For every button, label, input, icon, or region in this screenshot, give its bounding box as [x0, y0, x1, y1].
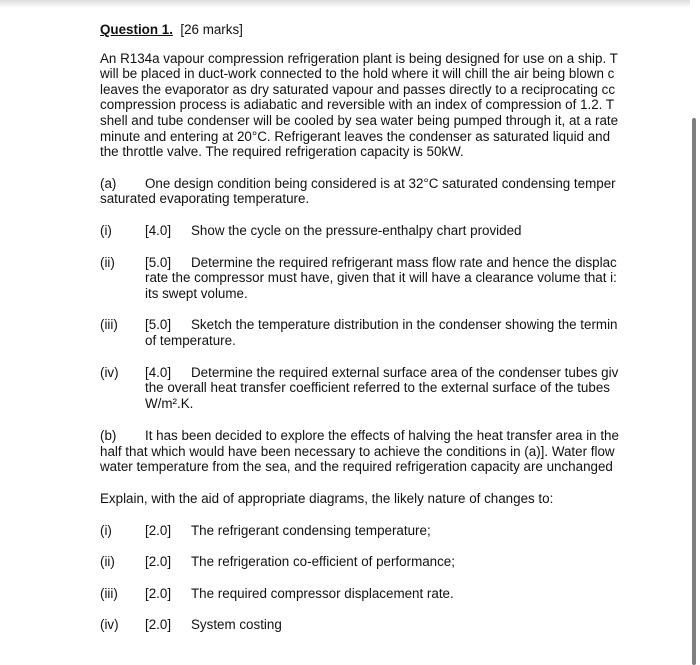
item-text: Sketch the temperature distribution in the condenser showing the termin: [191, 317, 618, 333]
item-number: (iii): [100, 585, 118, 601]
part-a-item-iii: [100, 317, 630, 333]
item-marks: [5.0]: [145, 317, 172, 333]
part-b-item-ii: [100, 554, 630, 570]
item-text: of temperature.: [145, 332, 236, 348]
part-b-item-iii: [100, 586, 630, 602]
item-marks: [4.0]: [145, 364, 172, 380]
intro-line: the throttle valve. The required refrigeration capacity is 50kW.: [100, 144, 464, 160]
part-b-line: water temperature from the sea, and the required refrigeration capacity are unchanged: [100, 459, 613, 475]
item-text: the overall heat transfer coefficient referred to the external surface of the tubes: [145, 380, 610, 396]
part-a-item-ii: [100, 255, 630, 271]
item-text: Determine the required external surface area of the condenser tubes giv: [191, 364, 619, 380]
item-marks: [4.0]: [145, 222, 172, 238]
question-label: Question 1.: [100, 22, 173, 37]
part-b-line: It has been decided to explore the effects of halving the heat transfer area in the: [145, 428, 619, 444]
question-content: [100, 22, 630, 633]
item-number: (iv): [100, 364, 119, 380]
item-text: The required compressor displacement rate.: [191, 585, 454, 601]
item-number: (iv): [100, 617, 119, 633]
part-a-item-i: [100, 223, 630, 239]
item-text: System costing: [191, 617, 282, 633]
part-a-item-iv: [100, 365, 630, 381]
intro-line: shell and tube condenser will be cooled by sea water being pumped through it, at a rate: [100, 112, 619, 128]
question-heading: [100, 22, 630, 38]
explain-instruction: Explain, with the aid of appropriate diagrams, the likely nature of changes to:: [100, 491, 554, 507]
item-marks: [2.0]: [145, 522, 172, 538]
item-marks: [2.0]: [145, 617, 172, 633]
item-text: rate the compressor must have, given that it will have a clearance volume that i:: [145, 270, 617, 286]
intro-line: An R134a vapour compression refrigeration plant is being designed for use on a ship. T: [100, 50, 618, 66]
item-number: (i): [100, 222, 112, 238]
item-number: (iii): [100, 317, 118, 333]
part-a-line: One design condition being considered is at 32°C saturated condensing temper: [145, 175, 616, 191]
item-text: The refrigeration co-efficient of performance;: [191, 554, 455, 570]
item-number: (i): [100, 522, 112, 538]
item-text: Show the cycle on the pressure-enthalpy chart provided: [191, 222, 522, 238]
scrollbar-thumb[interactable]: [692, 118, 696, 665]
item-text: W/m².K.: [145, 395, 194, 411]
intro-paragraph: [100, 51, 630, 160]
item-number: (ii): [100, 554, 115, 570]
top-edge-shadow: [0, 0, 700, 8]
part-a-statement: [100, 176, 630, 207]
part-a-line: saturated evaporating temperature.: [100, 191, 310, 207]
part-a-label: (a): [100, 175, 117, 191]
question-marks: [26 marks]: [180, 22, 243, 37]
item-text: The refrigerant condensing temperature;: [191, 522, 431, 538]
part-b-line: half that which would have been necessary to achieve the conditions in (a)]. Water flow: [100, 443, 615, 459]
item-number: (ii): [100, 254, 115, 270]
item-marks: [2.0]: [145, 585, 172, 601]
intro-line: leaves the evaporator as dry saturated vapour and passes directly to a reciprocating cc: [100, 81, 616, 97]
intro-line: will be placed in duct-work connected to the hold where it will chill the air being blown c: [100, 66, 615, 82]
intro-line: minute and entering at 20°C. Refrigerant leaves the condenser as saturated liquid and: [100, 128, 611, 144]
item-text: Determine the required refrigerant mass flow rate and hence the displac: [191, 254, 617, 270]
item-marks: [2.0]: [145, 554, 172, 570]
vertical-scrollbar[interactable]: [690, 0, 700, 665]
part-b-statement: [100, 428, 630, 475]
intro-line: compression process is adiabatic and reversible with an index of compression of 1.2. T: [100, 97, 615, 113]
part-b-label: (b): [100, 428, 117, 444]
item-text: its swept volume.: [145, 285, 248, 301]
item-marks: [5.0]: [145, 254, 172, 270]
part-b-item-iv: [100, 617, 630, 633]
part-b-item-i: [100, 523, 630, 539]
